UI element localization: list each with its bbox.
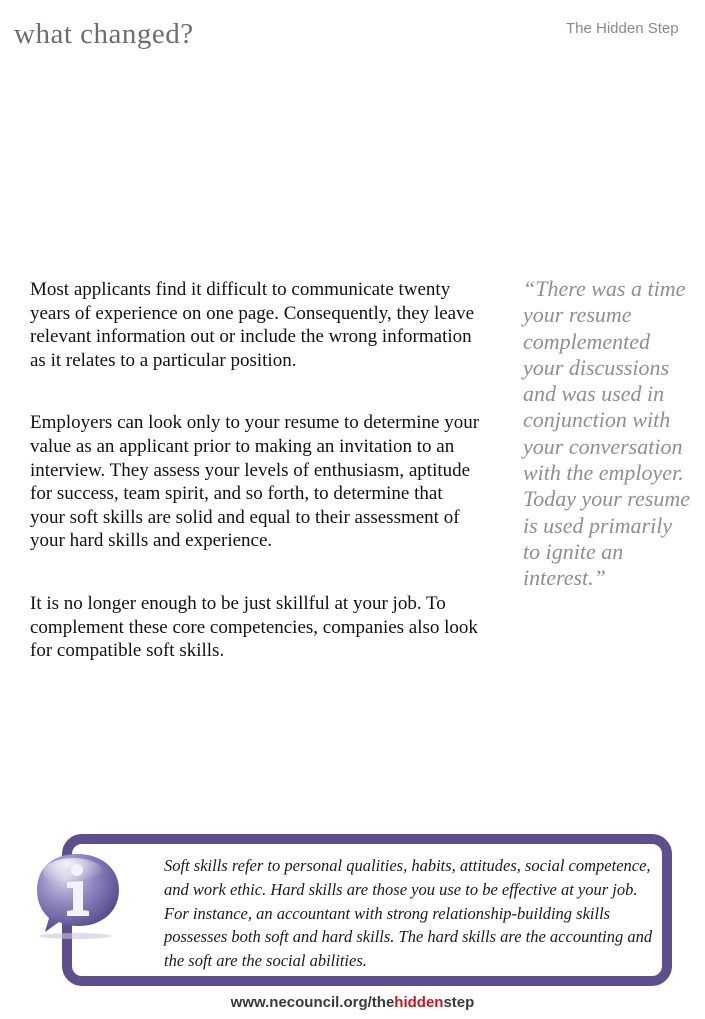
running-head: The Hidden Step bbox=[566, 20, 679, 37]
paragraph: Employers can look only to your resume to determine your value as an applicant prior to making an invitation to an interview. They assess your levels of enthusiasm, aptitude for success, team spirit, and so forth, to determine that your soft skills are solid and equal to their assessment of your hard skills and experience. bbox=[30, 412, 480, 552]
pull-quote: “There was a time your resume complemented your discussions and was used in conjunction with your conversation with the employer. Today your resume is used primarily to ignite an interest.” bbox=[523, 276, 691, 591]
footer-url-suffix: step bbox=[443, 994, 475, 1011]
info-callout bbox=[62, 834, 672, 986]
paragraph: It is no longer enough to be just skillful at your job. To complement these core competencies, companies also look for compatible soft skills. bbox=[30, 592, 478, 662]
footer-url-prefix: www.necouncil.org/the bbox=[230, 994, 395, 1011]
info-icon bbox=[27, 848, 123, 940]
footer-url-accent: hidden bbox=[394, 994, 444, 1011]
body-text bbox=[30, 278, 480, 702]
callout-text: Soft skills refer to personal qualities, habits, attitudes, social competence, and work ethic. Hard skills are those you use to be effective at your job. For instance, an accountant with strong relationship-building skills possesses both soft and hard skills. The hard skills are the accounting and the soft are the social abilities. bbox=[164, 856, 653, 971]
footer-url bbox=[0, 994, 705, 1011]
section-title: what changed? bbox=[14, 18, 194, 50]
paragraph: Most applicants find it difficult to communicate twenty years of experience on one page. Consequently, they leave relevant information out or include the wrong information as it relates to a particular position. bbox=[30, 279, 475, 371]
